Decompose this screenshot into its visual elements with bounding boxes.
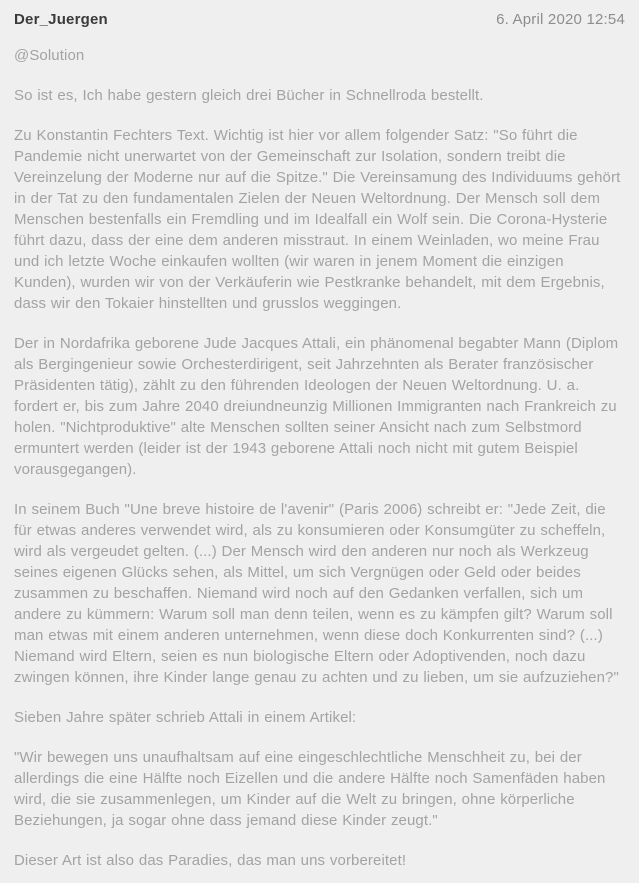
post-paragraph: So ist es, Ich habe gestern gleich drei Bücher in Schnellroda bestellt. xyxy=(14,87,484,104)
post-paragraph: Dieser Art ist also das Paradies, das man uns vorbereitet! xyxy=(14,852,407,869)
timestamp: 6. April 2020 12:54 xyxy=(496,11,625,28)
post-paragraph: Sieben Jahre später schrieb Attali in einem Artikel: xyxy=(14,709,357,726)
post-paragraph: Zu Konstantin Fechters Text. Wichtig ist hier vor allem folgender Satz: "So führt die Pandemie nicht unerwartet von der Gemeinschaft zur Isolation, sondern treibt die Vereinzelung der Moderne nur auf die Spitze." Die Vereinsamung des Individuums gehört in der Tat zu den fundamentalen Zielen der Neuen Weltordnung. Der Mensch soll dem Menschen bestenfalls ein Fremdling und im Idealfall ein Wolf sein. Die Corona-Hysterie führt dazu, dass der eine dem anderen misstraut. In einem Weinladen, wo meine Frau und ich letzte Woche einkaufen wollten (wir waren in jenem Moment die einzigen Kunden), wurden wir von der Verkäuferin wie Pestkranke behandelt, mit dem Ergebnis, dass wir den Tokaier hinstellten und grusslos weggingen. xyxy=(14,127,621,312)
comment-header xyxy=(14,9,625,30)
post-paragraph: "Wir bewegen uns unaufhaltsam auf eine eingeschlechtliche Menschheit zu, bei der allerdings die eine Hälfte noch Eizellen und die andere Hälfte noch Samenfäden haben wird, die sie zusammenlegen, um Kinder auf die Welt zu bringen, ohne körperliche Beziehungen, ja sogar ohne dass jemand diese Kinder zeugt." xyxy=(14,749,606,829)
mention-line: @Solution xyxy=(14,47,85,64)
post-paragraph: Der in Nordafrika geborene Jude Jacques Attali, ein phänomenal begabter Mann (Diplom als Bergingenieur sowie Orchesterdirigent, seit Jahrzehnten als Berater französischer Präsidenten tätig), zählt zu den führenden Ideologen der Neuen Weltordnung. U. a. fordert er, bis zum Jahre 2040 dreiundneunzig Millionen Immigranten nach Frankreich zu holen. "Nichtproduktive" alte Menschen sollten seiner Ansicht nach zum Selbstmord ermuntert werden (leider ist der 1943 geborene Attali noch nicht mit gutem Beispiel vorausgegangen). xyxy=(14,335,619,478)
username[interactable]: Der_Juergen xyxy=(14,11,108,28)
comment-body xyxy=(14,45,625,871)
post-paragraph: In seinem Buch "Une breve histoire de l'avenir" (Paris 2006) schreibt er: "Jede Zeit, die für etwas anderes verwendet wird, als zu konsumieren oder Konsumgüter zu scheffeln, wird als vergeudet gelten. (...) Der Mensch wird den anderen nur noch als Werkzeug seines eigenen Glücks sehen, als Mittel, um sich Vergnügen oder Geld oder beides zusammen zu beschaffen. Niemand wird noch auf den Gedanken verfallen, sich um andere zu kümmern: Warum soll man denn teilen, wenn es zu kämpfen gilt? Warum soll man etwas mit einem anderen unternehmen, wenn diese doch Konkurrenten sind? (...) Niemand wird Eltern, seien es nun biologische Eltern oder Adoptivenden, noch dazu zwingen können, ihre Kinder lange genau zu achten und zu lieben, um sie aufzuziehen?" xyxy=(14,501,619,686)
